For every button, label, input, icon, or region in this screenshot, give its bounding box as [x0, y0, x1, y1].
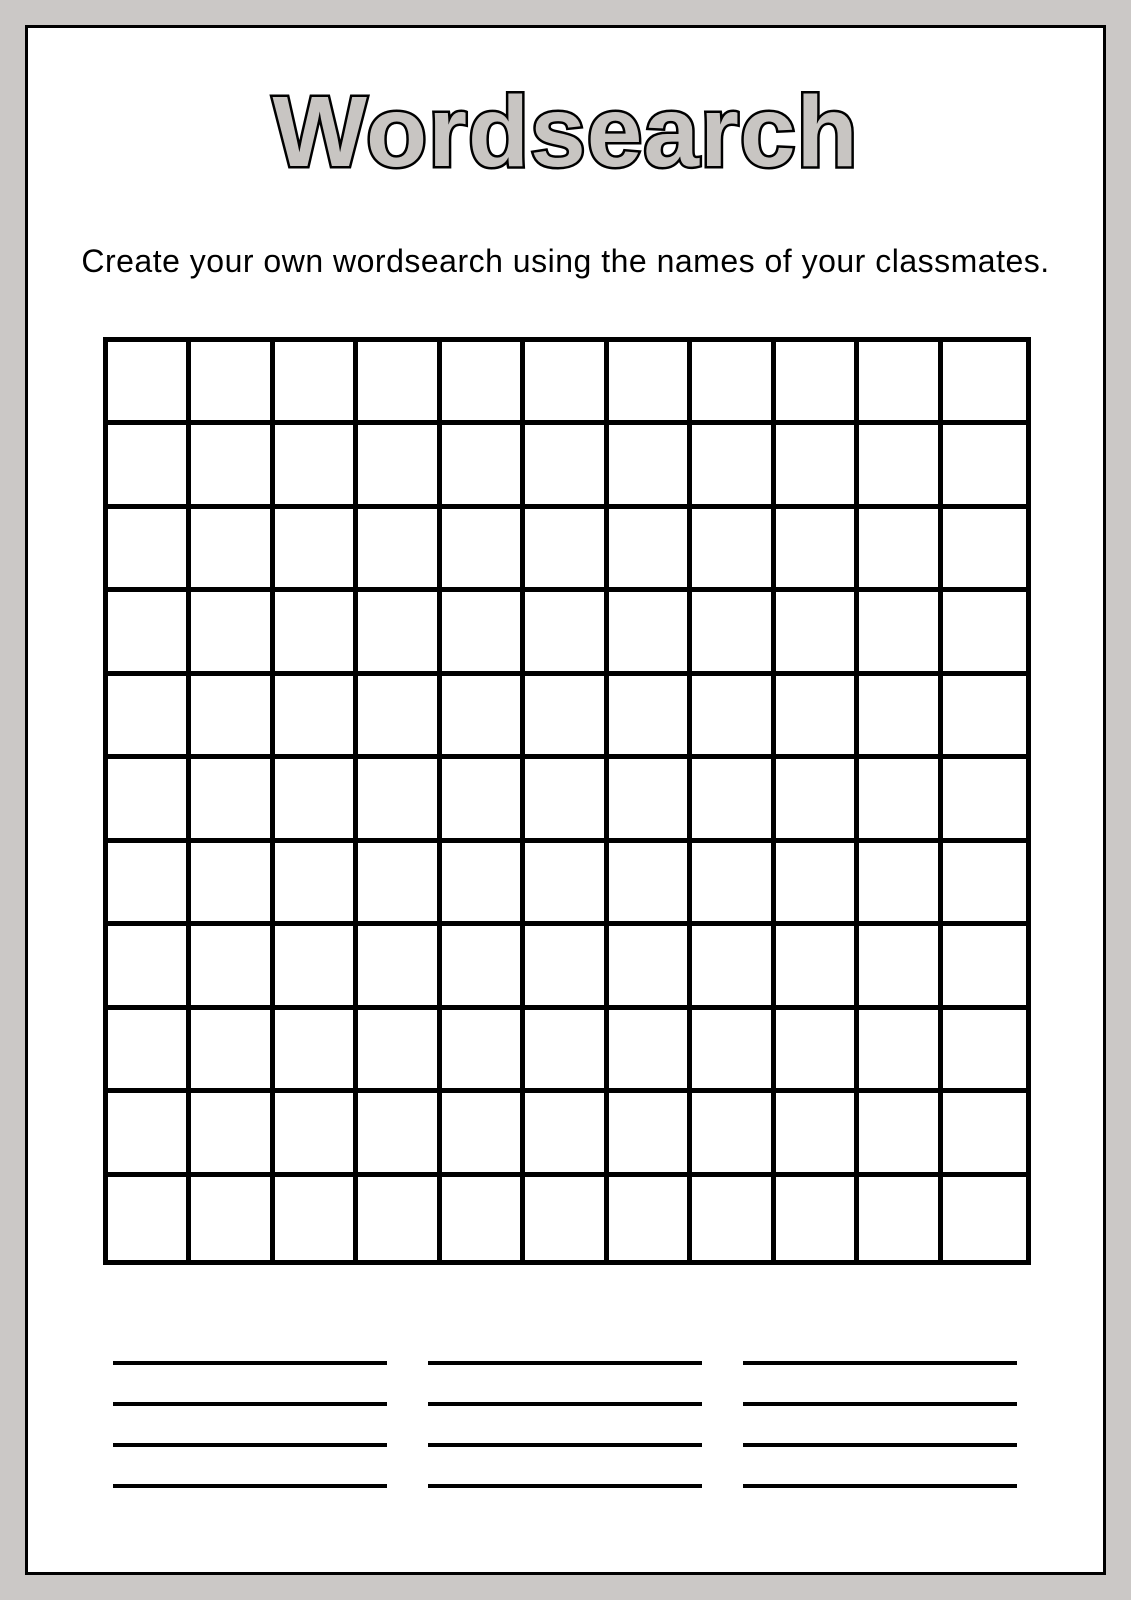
grid-cell [442, 1093, 525, 1176]
grid-cell [191, 759, 274, 842]
grid-cell [776, 592, 859, 675]
answer-line [743, 1443, 1017, 1447]
grid-cell [358, 342, 441, 425]
grid-cell [859, 926, 942, 1009]
grid-cell [358, 592, 441, 675]
grid-cell [442, 342, 525, 425]
grid-cell [609, 676, 692, 759]
grid-cell [358, 1010, 441, 1093]
wordsearch-grid [103, 337, 1031, 1265]
grid-cell [358, 509, 441, 592]
answer-line [113, 1402, 387, 1406]
grid-cell [191, 425, 274, 508]
answer-line [428, 1484, 702, 1488]
grid-cell [275, 676, 358, 759]
grid-cell [859, 843, 942, 926]
grid-cell [191, 342, 274, 425]
grid-cell [692, 1010, 775, 1093]
grid-cell [943, 1177, 1026, 1260]
grid-cell [442, 1010, 525, 1093]
grid-cell [358, 843, 441, 926]
grid-cell [275, 759, 358, 842]
grid-cell [859, 425, 942, 508]
instruction-text: Create your own wordsearch using the names of your classmates. [81, 243, 1050, 279]
grid-cell [776, 926, 859, 1009]
grid-cell [358, 1093, 441, 1176]
grid-cell [692, 342, 775, 425]
grid-cell [275, 592, 358, 675]
grid-cell [358, 425, 441, 508]
grid-cell [609, 759, 692, 842]
grid-cell [943, 592, 1026, 675]
answer-line [743, 1361, 1017, 1365]
grid-cell [609, 843, 692, 926]
grid-cell [442, 425, 525, 508]
answer-line [743, 1402, 1017, 1406]
grid-cell [525, 843, 608, 926]
grid-cell [692, 425, 775, 508]
grid-cell [609, 1093, 692, 1176]
grid-cell [525, 342, 608, 425]
grid-cell [776, 1093, 859, 1176]
grid-cell [275, 1177, 358, 1260]
grid-cell [692, 592, 775, 675]
grid-cell [191, 926, 274, 1009]
grid-cell [859, 509, 942, 592]
grid-cell [525, 1093, 608, 1176]
grid-cell [609, 425, 692, 508]
grid-cell [943, 342, 1026, 425]
grid-cell [358, 1177, 441, 1260]
answer-lines [113, 1361, 1017, 1488]
answer-line-column [113, 1361, 387, 1488]
grid-cell [108, 1010, 191, 1093]
grid-cell [275, 1093, 358, 1176]
grid-cell [943, 509, 1026, 592]
grid-cell [442, 509, 525, 592]
worksheet-page [25, 25, 1106, 1575]
grid-cell [859, 759, 942, 842]
grid-cell [776, 759, 859, 842]
grid-cell [943, 1010, 1026, 1093]
grid-cell [525, 759, 608, 842]
grid-cell [692, 759, 775, 842]
grid-cell [692, 676, 775, 759]
grid-cell [859, 1093, 942, 1176]
answer-line [113, 1443, 387, 1447]
grid-cell [943, 926, 1026, 1009]
grid-cell [776, 843, 859, 926]
page-title: Wordsearch [272, 76, 859, 188]
grid-cell [442, 592, 525, 675]
grid-cell [692, 509, 775, 592]
grid-cell [943, 676, 1026, 759]
grid-cell [525, 1177, 608, 1260]
answer-line [113, 1484, 387, 1488]
grid-cell [525, 425, 608, 508]
grid-cell [943, 843, 1026, 926]
answer-line-column [743, 1361, 1017, 1488]
grid-cell [191, 509, 274, 592]
grid-cell [776, 1010, 859, 1093]
grid-cell [108, 1093, 191, 1176]
answer-line-column [428, 1361, 702, 1488]
grid-cell [609, 509, 692, 592]
grid-cell [943, 759, 1026, 842]
answer-line [743, 1484, 1017, 1488]
grid-cell [108, 676, 191, 759]
grid-cell [943, 425, 1026, 508]
grid-cell [609, 926, 692, 1009]
grid-cell [108, 926, 191, 1009]
grid-cell [609, 342, 692, 425]
grid-cell [859, 1177, 942, 1260]
grid-cell [191, 592, 274, 675]
grid-cell [442, 1177, 525, 1260]
grid-cell [609, 1010, 692, 1093]
grid-cell [358, 759, 441, 842]
grid-cell [275, 425, 358, 508]
grid-cell [776, 1177, 859, 1260]
grid-cell [275, 509, 358, 592]
answer-line [113, 1361, 387, 1365]
grid-cell [191, 676, 274, 759]
grid-cell [358, 676, 441, 759]
grid-cell [275, 342, 358, 425]
grid-cell [776, 342, 859, 425]
grid-cell [525, 592, 608, 675]
grid-cell [108, 1177, 191, 1260]
grid-cell [776, 676, 859, 759]
grid-cell [275, 926, 358, 1009]
grid-cell [692, 843, 775, 926]
grid-cell [275, 843, 358, 926]
grid-cell [108, 759, 191, 842]
grid-cell [525, 926, 608, 1009]
grid-cell [275, 1010, 358, 1093]
grid-cell [525, 676, 608, 759]
grid-cell [108, 342, 191, 425]
grid-cell [776, 425, 859, 508]
grid-cell [442, 676, 525, 759]
grid-cell [191, 1177, 274, 1260]
grid-cell [442, 759, 525, 842]
grid-cell [609, 592, 692, 675]
grid-cell [191, 1010, 274, 1093]
grid-cell [692, 1093, 775, 1176]
grid-cell [442, 926, 525, 1009]
grid-cell [692, 1177, 775, 1260]
answer-line [428, 1443, 702, 1447]
grid-cell [692, 926, 775, 1009]
answer-line [428, 1402, 702, 1406]
grid-cell [525, 1010, 608, 1093]
grid-cell [609, 1177, 692, 1260]
grid-cell [108, 509, 191, 592]
grid-cell [859, 676, 942, 759]
grid-cell [191, 843, 274, 926]
grid-cell [108, 592, 191, 675]
grid-cell [943, 1093, 1026, 1176]
grid-cell [108, 843, 191, 926]
grid-cell [776, 509, 859, 592]
grid-cell [108, 425, 191, 508]
grid-cell [191, 1093, 274, 1176]
answer-line [428, 1361, 702, 1365]
grid-cell [859, 342, 942, 425]
grid-cell [442, 843, 525, 926]
grid-cell [525, 509, 608, 592]
grid-cell [859, 592, 942, 675]
grid-cell [358, 926, 441, 1009]
grid-cell [859, 1010, 942, 1093]
